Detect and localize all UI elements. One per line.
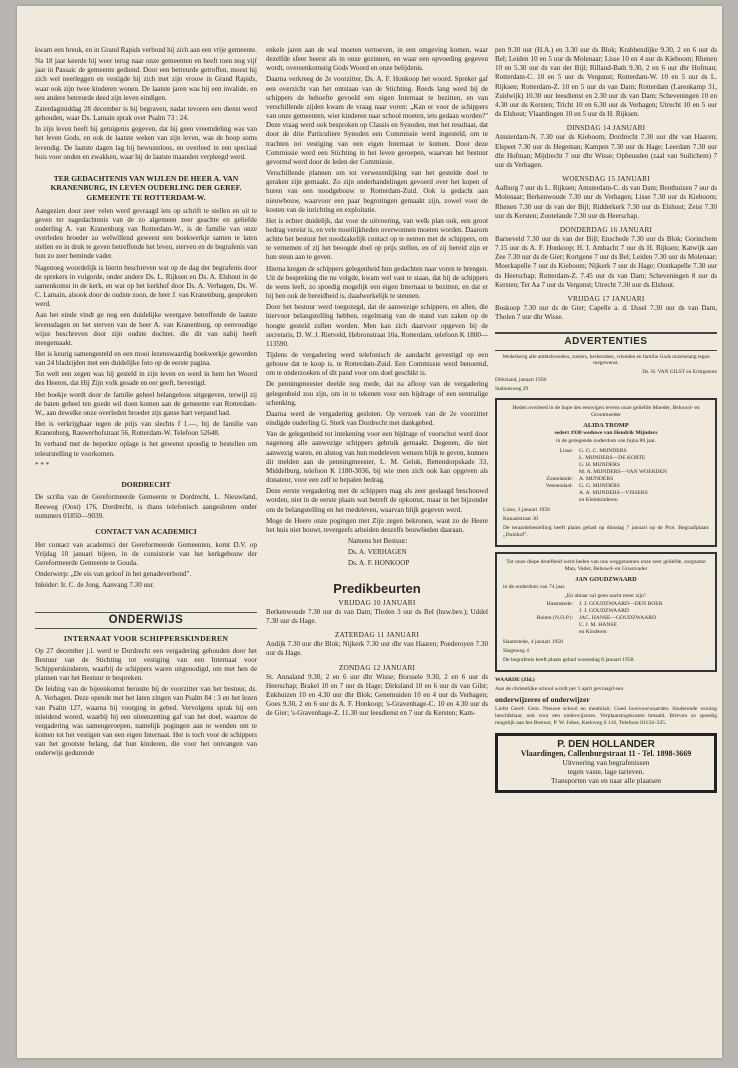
funeral-director-line: Uitvoering van begrafenissen — [562, 757, 650, 767]
obituary-quote: „En ablaar zal geen nacht meer zijn". — [564, 592, 648, 599]
job-advert-line: Aan de christelijke school wordt per 1 april gevraagd een — [495, 685, 624, 692]
internaat-paragraph: Daarna werd de vergadering gesloten. Op verzoek van de 2e voorzitter eindigde ouderling G. Sterk van Dordrecht met dankgebed. — [266, 409, 488, 428]
funeral-director-line: tegen vaste, lage tarieven. — [567, 767, 645, 777]
family-row: en Kleinkinderen — [579, 496, 618, 503]
onderwijs-header: ONDERWIJS — [35, 612, 257, 629]
funeral-director-address: Vlaardingen, Callenburgstraat 11 - Tel. 1898-3669 — [520, 748, 692, 758]
internaat-paragraph: Door het bestuur werd toegezegd, dat de aanwezige schippers, en allen, die hiervoor belangstelling hebben, regelmatig van de stand van zaken op de hoogte gesteld zullen worden. Men kan zich daarvoor opgeven bij de secretaris, D. W. J. Rietveld, Hebronstraat 10a, Rotterdam, telefoon K 1800—113590. — [266, 303, 488, 348]
obituary-intro: Heden overleed in de hope des eeuwigen levens onze geliefde Moeder, Behuwd- en Grootmoeder — [512, 404, 700, 418]
day-label: VRIJDAG 17 JANUARI — [567, 293, 645, 303]
family-row: G. H. MIJNDERS M. A. MIJNDERS—VAN WOERDEN — [579, 461, 667, 475]
obituary-footer: De teraardebestelling heeft plaats gehad op dinsdag 7 januari op de Prot. Begraafplaats „Duinhof". — [503, 524, 709, 538]
kranenburg-paragraph: Nagenoeg woordelijk is hierin beschreven wat op de dag der begrafenis door de sprekers in volgorde, onder andere Ds. L. Rijksen en Ds. A. Elshout in de samenkomst in de kerk, en wat op het kerkhof door Ds. A. Verhagen, Ds. W. C. Lamain, alsook door de oudste zoon, de heer J. van Kranenburg, gesproken werd. — [35, 263, 257, 309]
day-schedule: Barneveld 7.30 uur ds van der Bijl; Enschede 7.30 uur ds Blok; Gorinchem 7.15 uur ds A. F. Honkoop; H. I. Ambacht 7 uur ds H. Rijksen; Katwijk aan Zee 7.30 uur ds de Gier; Kortgene 7 uur ds Bel; Leiden 7.30 uur ds Molenaar; Moerkapelle 7 uur ds Kieboom; Nijkerk 7 uur ds Hage; Oostkapelle 7.30 uur ds Heerschap; Rotterdam-Z. 7.45 uur ds van Dam; Scheveningen 8 uur ds Kersten; Ter Aa 7 uur ds Vergunst; Utrecht 7.30 uur ds Elshout. — [495, 234, 717, 289]
newspaper-page — [17, 6, 722, 1058]
kranenburg-paragraph: Het is keurig samengesteld en een mooi lezenswaardig boekwerkje geworden van 24 bladzijden met een duidelijke foto op de eerste pagina. — [35, 350, 257, 368]
signature-name: Ds. A. VERHAGEN — [348, 548, 407, 557]
intro-paragraph: kwam een breuk, en in Grand Rapids verbond hij zich aan een vrije gemeente. — [35, 46, 257, 54]
adv-greeting: Wederkerig alle ambtsbroeders, zusters, kerkeraden, vrienden en familie Gods onzenslang tegen toegewenst. — [502, 353, 710, 367]
funeral-director-name: P. DEN HOLLANDER — [557, 738, 655, 750]
kranenburg-paragraph: In verband met de beperkte oplage is het gewenst spoedig te bestellen om teleurstelling te voorkomen. — [35, 440, 257, 458]
signature-line: Namens het Bestuur: — [348, 536, 408, 545]
internaat-paragraph: Daarna verkreeg de 2e voorzitter, Ds. A. F. Honkoop het woord. Spreker gaf een overzicht van het ontstaan van de Stichting. Reeds lang werd bij de schippers de behoefte gevoeld een eigen Internaat te bezitten, en van verschillende zijden kwam de vraag naar voren: „Kan er voor de schippers van onze gemeenten, wier kinderen naar school moeten, iets gedaan worden?" Deze vraag werd ook besproken op Classis en Synoden, met het resultaat, dat door de drie Particuliere Synoden een Commissie werd ingesteld, om te trachten tot vestiging van een eigen Internaat te komen. Door deze Commissie werd een Stichting in het leven geroepen, waarvan het bestuur gevormd werd door de leden der Commissie. — [266, 75, 488, 166]
job-advert-text: Liefst Geref. Gem. Nieuwe school en meubilair. Goed loonvoorwaarden. Studerende woning beschikbaar, ook voor een onderwijzeres. Verplaatsingskosten betaald. Brieven zo spoedig mogelijk aan het Bestuur, P. W. Jobse, Kerkweg S 116, Telefoon 01134–325. — [495, 705, 717, 726]
day-label: DONDERDAG 16 JANUARI — [559, 224, 653, 234]
obituary-name: JAN GOUDZWAARD — [575, 575, 637, 583]
family-row: Veenendaal: G. G. MIJNDERS A. A. MIJNDERS—VISSERS — [545, 482, 648, 496]
column-middle — [266, 46, 488, 720]
day-label: ZATERDAG 11 JANUARI — [334, 630, 420, 640]
funeral-director-advert — [495, 733, 717, 793]
day-schedule: Boskoop 7.30 uur ds de Gier; Capelle a. d. IJssel 7.30 uur ds van Dam, Tholen 7 uur dhr Wisse. — [495, 304, 717, 322]
funeral-director-line: Transporten van en naar alle plaatsen — [551, 776, 661, 786]
obituary-footer: De begrafenis heeft plaats gehad woensdag 8 januari 1958. — [503, 656, 635, 663]
internaat-paragraph: Het is echter duidelijk, dat voor de uitvoering, van welk plan ook, een groot bedrag vereist is, en vele moeilijkheden overwonnen moeten worden. Daarom achtte het bestuur het noodzakelijk contact op te nemen met de schippers, om te vernemen of zij het beoogde doel op prijs stellen, en of zij bereid zijn er hun steun aan te geven. — [266, 216, 488, 262]
academici-paragraph: Onderwerp: „De eis van geloof in het genadeverbond". — [35, 570, 192, 578]
internaat-paragraph: De penningmeester deelde nog mede, dat na afloop van de vergadering gelegenheid zou zijn, om in te tekenen voor een bijdrage of een eenmalige schenking. — [266, 380, 488, 407]
kranenburg-paragraph: Aangezien door zeer velen werd gevraagd iets op schrift te stellen en uit te geven ter nagedachtenis van de zo algemeen zeer geachte en geliefde ouderling A. van Kranenburg van Rotterdam-W., is de familie van onze overleden broeder zo welwillend geweest een boekwerkje samen te laten stellen en in druk te geven betreffende het leven, sterven en de begrafenis van hun zo zeer beminde vader. — [35, 206, 257, 261]
academici-paragraph: Het contact van academici der Gereformeerde Gemeenten, komt D.V. op Vrijdag 10 januari bijeen, in de consistorie van het kerkgebouw der Gereformeerde Gemeente te Gouda. — [35, 540, 257, 567]
obituary-intro: Tot onze diepe droefheid werd heden van ons weggenomen onze zeer geliefde, zorgzame Man, Vader, Behuwd- en Grootvader — [506, 558, 706, 572]
family-row: Lisse: G. G. C. MIJNDERS L. MIJNDERS—DE KORTE — [559, 447, 646, 461]
kranenburg-paragraph: Het boekje wordt door de familie geheel belangeloos uitgegeven, terwijl zij de baten geheel ten goede wil doen komen aan de gemeente van Rotterdam-W., aan dewelke onze overleden broeder zijs ganse hart verpand had. — [35, 390, 257, 417]
obituary-name: ALIDA TROMP — [583, 421, 629, 429]
onderwijs-paragraph: Op 27 december j.l. werd te Dordrecht een vergadering gehouden door het Bestuur van de Stichting tot vestiging van een Internaat voor Schipperskinderen, waarbij de schippers waren uitgenodigd, om met hen de plannen van het Bestuur te bespreken. — [35, 646, 257, 683]
separator-stars: * * * — [35, 460, 50, 469]
internaat-paragraph: Tijdens de vergadering werd telefonisch de aandacht gevestigd op een gebouw dat te koop is, te Rotterdam-Zuid. Een Commissie werd benoemd, om te onderzoeken of dit pand voor ons doel geschikt is. — [266, 351, 488, 378]
day-schedule: St. Annaland 9.30, 2 en 6 uur dhr Wisse; Borssele 9.30, 2 en 6 uur ds Heerschap; Brakel 10 en 7 uur ds Hage; Dirksland 10 en 6 uur ds van Gilst; Enkhuizen 10 en 4.30 uur dhr Blok; Genemuiden 10 en 4 uur ds Verhagen; Goes 9.30, 2 en 6 uur ds A. F. Honkoop; 's-Gravenhage-C. 10 en 4.30 uur ds de Gier; 's-Gravenhage-Z. 11.30 uur leesdienst en 7 uur ds Kersten; Kam- — [266, 672, 488, 718]
kranenburg-paragraph: Aan het einde vindt ge nog een duidelijke weergave betreffende de laatste levensdagen en het sterven van de heer A. van Kranenburg, op eenvoudige wijze beschreven door zijn oudste dochter, die dit van nabij heeft meegemaakt. — [35, 311, 257, 347]
dordrecht-title: DORDRECHT — [121, 479, 171, 489]
day-schedule: Berkenwoude 7.30 uur ds van Dam; Tholen 3 uur ds Bel (huw.bev.); Uddel 7.30 uur ds Hage. — [266, 607, 488, 625]
signature-name: Ds. A. F. HONKOOP — [348, 559, 410, 568]
academici-title: CONTACT VAN ACADEMICI — [95, 526, 197, 536]
onderwijs-title: INTERNAAT VOOR SCHIPPERSKINDEREN — [63, 634, 229, 644]
kranenburg-paragraph: Tot welt een zegen was hij gesteld in zijn leven en werd in hem het Woord des Heeren, dat Hij Zijn volk gesade en eer geeft, bevestigd. — [35, 370, 257, 388]
academici-paragraph: Inleider: Ir. C. de Jong. Aanvang 7.30 uur. — [35, 581, 155, 590]
intro-paragraph: Zaterdagmiddag 28 december is hij begraven, nadat tevoren een dienst werd gehouden, waar Ds. Lamain sprak over Psalm 73 : 24. — [35, 104, 257, 123]
obituary-place: Haamstede, 4 januari 1958 — [503, 638, 563, 645]
obituary-place: Lisse, 3 januari 1958 — [503, 506, 550, 513]
family-row: en Kinderen — [579, 628, 607, 635]
kranenburg-paragraph: Het is verkrijgbaar tegen de prijs van slechts f 1.—, bij de familie van Kranenburg, Rauwerhofstraat 56, Rotterdam-W. Telefoon 52648. — [35, 420, 257, 438]
obituary-age: in de ouderdom van 74 jaar. — [503, 583, 566, 590]
day-label: VRIJDAG 10 JANUARI — [338, 597, 416, 607]
day-label: ZONDAG 12 JANUARI — [338, 662, 416, 672]
intro-paragraph: In zijn leven heeft hij getuigenis gegeven, dat hij geen vreemdeling was van het leven Gods, en ook de laatste weken van zijn leven, was de hoop soms levendig. De laatste dagen lag hij bewusteloos, en overleed in een speciaal huis voor onden en zwakken, waar hij de laatste maanden verpleegd werd. — [35, 125, 257, 161]
obituary-goudzwaard — [495, 552, 717, 672]
family-row: Zoutelande: A. MIJNDERS — [546, 475, 614, 482]
job-advert-title: WAARDE (Zld.) — [495, 676, 535, 683]
column-right — [495, 46, 717, 799]
obituary-subtitle: sedert 1930 weduwe van Hendrik Mijnders — [554, 429, 658, 436]
day-schedule: Andijk 7.30 uur dhr Blok; Nijkerk 7.30 uur dhr van Haaren; Poederoyen 7.30 uur ds Hage. — [266, 640, 488, 658]
adv-greeting-sign: Ds. H. VAN GILST en Echtgenote — [642, 368, 717, 375]
obituary-tromp — [495, 398, 717, 547]
advertenties-header: ADVERTENTIES — [495, 332, 717, 350]
predikbeurten-title: Predikbeurten — [333, 581, 421, 597]
intro-paragraph: Na 18 jaar keerde hij weer terug naar onze gemeenten en heeft toen nog vijf jaar in Passaic de gemeente gediend. Door een betreurde getroffen, moest hij zich wel neerleggen en vestigde hij zich met zijn vrouw in Grand Rapids, waar ook zijn twee kinderen wonen. De laatste jaren was hij een invalide, en een andere betreurde deed zijn leven eindigen. — [35, 57, 257, 102]
internaat-paragraph: Deze eerste vergadering met de schippers mag als zeer geslaagd beschouwd worden, niet in de eerste plaats wat betreft de opkomst, maar in het bijzonder om de belangstelling en het medeleven, waarvan blijk gegeven werd. — [266, 487, 488, 514]
obituary-address: Kanaalstraat 30 — [503, 515, 538, 522]
internaat-paragraph: Verschillende plannen om tot verwezenlijking van het gestelde doel te geraken zijn gemaakt. Zo zijn onderhandelingen gevoerd over het kopen of huren van een noodgebouw te Rotterdam-Zuid. Ook is gedacht aan nieuwbouw, waarvoor een paar begrotingen gemaakt zijn, zowel voor de kosten van de inrichting en exploitatie. — [266, 169, 488, 214]
dordrecht-paragraph: De scriba van de Gereformeerde Gemeente te Dordrecht, L. Nieuwland, Reeweg (Oost) 176, Dordrecht, is thans telefonisch aangesloten onder nummers 01850—9039. — [35, 493, 257, 520]
obituary-age: in de gezegende ouderdom van bijna 80 jaar. — [555, 437, 657, 444]
internaat-paragraph: Van de gelegenheid tot intekening voor een bijdrage of voorschot werd door nagenoeg alle aanwezige schippers gebruik gemaakt. Degenen, die niet aanwezig waren, en alsnog van hun medeleven wensen blijk te geven, kunnen dit melden aan de penningmeester, L. M. Geluk, Bettendorpskade 33, Middelburg, telefoon K 1180-3036, bij wie men zich ook kan opgeven als donateur, voor een zelf te bepalen bedrag. — [266, 430, 488, 485]
family-row: Ruiten (N.O.P.): JAC. HANSE—GOUDZWAARD C. J. M. HANSE — [536, 614, 657, 628]
internaat-paragraph: Hierna kregen de schippers gelegenheid hun gedachten naar voren te brengen. Uit de bespreking die nu volgde, kwam wel vast te staan, dat bij de schippers de wens leeft, zo spoedig mogelijk een eigen Internaat te bezitten, en dat er bij hen ook de bereidheid is, daadwerkelijk te steunen. — [266, 264, 488, 301]
day-schedule: Amsterdam-N. 7.30 uur ds Kieboom; Dordrecht 7.30 uur dhr van Haaren; Elspeet 7.30 uur ds Hegeman; Kampen 7.30 uur ds Hage; Leerdam 7.30 uur dhr Hofman; Mijdrecht 7 uur dhr Wisse; Opheusden (zaal van Suilichem) 7 uur ds Verhagen. — [495, 133, 717, 169]
day-label: DINSDAG 14 JANUARI — [566, 123, 646, 133]
obituary-address: Slegeweg 4 — [503, 647, 529, 654]
kranenburg-title: TER GEDACHTENIS VAN WIJLEN DE HEER A. VAN KRANENBURG, IN LEVEN OUDERLING DER GEREF. GEMEENTE TE ROTTERDAM-W. — [50, 173, 242, 203]
onderwijs-paragraph: De leiding van de bijeenkomst berustte bij de voorzitter van het bestuur, ds. A. Verhagen. Deze opende met het laten zingen van Psalm 84 : 3 en het lezen van Psalm 127, waarna hij voorging in gebed. Vervolgens sprak hij een inleidend woord, waarbij hij een uiteenzetting gaf van het doel, waartoe de vergadering was samengeroepen, namelijk pogingen aan te wenden om te komen tot het vestigen van een eigen Internaat. Het is toch voor de schippers van het grootste belang, dat hun kinderen, die voor het ontvangen van onderwijs gedurende — [35, 685, 257, 758]
day-label: WOENSDAG 15 JANUARI — [562, 174, 650, 184]
adv-greeting-place: Stationsweg 29 — [495, 385, 529, 392]
job-advert — [495, 677, 717, 727]
adv-greeting-place: Dirksland, januari 1958 — [495, 377, 547, 384]
column-left — [35, 46, 257, 761]
internaat-paragraph: Moge de Heere onze pogingen met Zijn zegen bekronen, want zo de Heere het huis niet bouwt, tevergeefs arbeiden deszelfs bouwlieden daaraan. — [266, 516, 488, 534]
family-row: Haamstede: J. J. GOUDZWAARD—DEN BOER J. J. GOUDZWAARD — [546, 600, 663, 614]
day-schedule: Aalburg 7 uur ds L. Rijksen; Amsterdam-C. ds van Dam; Benthuizen 7 uur ds Molenaar; Berkenwoude 7.30 uur ds Verhagen; Lisse 7.30 uur ds Kieboom; Rhenen 7.30 uur ds van der Bijl; Ridderkerk 7.30 uur ds Elshout; Zeist 7.30 uur ds Kersten; Zoutelande 7.30 uur ds Heerschap. — [495, 184, 717, 220]
job-advert-position: onderwijzeres of onderwijzer — [495, 694, 590, 704]
internaat-paragraph: enkele jaren aan de wal moeten vertoeven, in een omgeving komen, waar dezelfde sfeer heerst als in onze gezinnen, en waar een opvoeding gegeven wordt, overeenkomstig Gods Woord en onze belijdenis. — [266, 46, 488, 73]
day-schedule: pen 9.30 uur (H.A.) en 3.30 uur ds Blok; Krabbendijke 9.30, 2 en 6 uur ds Bel; Leiden 10 en 5 uur ds Molenaar; Lisse 10 en 4 uur ds Kieboom; Rhenen 10 en 5.30 uur ds van der Bijl; Rilland-Bath 9.30, 2 en 6 uur dhr Hofman; Rotterdam-C. 10 en 5 uur ds Vergunst; Rotterdam-W. 10 en 5 uur ds L. Rijksen; Rotterdam-Z. 10 en 5 uur ds van Dam; Rotterdam (Larenkamp 31, Zuidwijk) 10.30 uur leesdienst en 2.30 uur ds van Dam; Scheveningen 10 en 4.30 uur ds Kersten; Tricht 10 en 6.30 uur ds Verhagen; Utrecht 10 en 5 uur ds Elshout; Vlaardingen 10 en 5 uur ds H. Rijksen. — [495, 46, 717, 119]
